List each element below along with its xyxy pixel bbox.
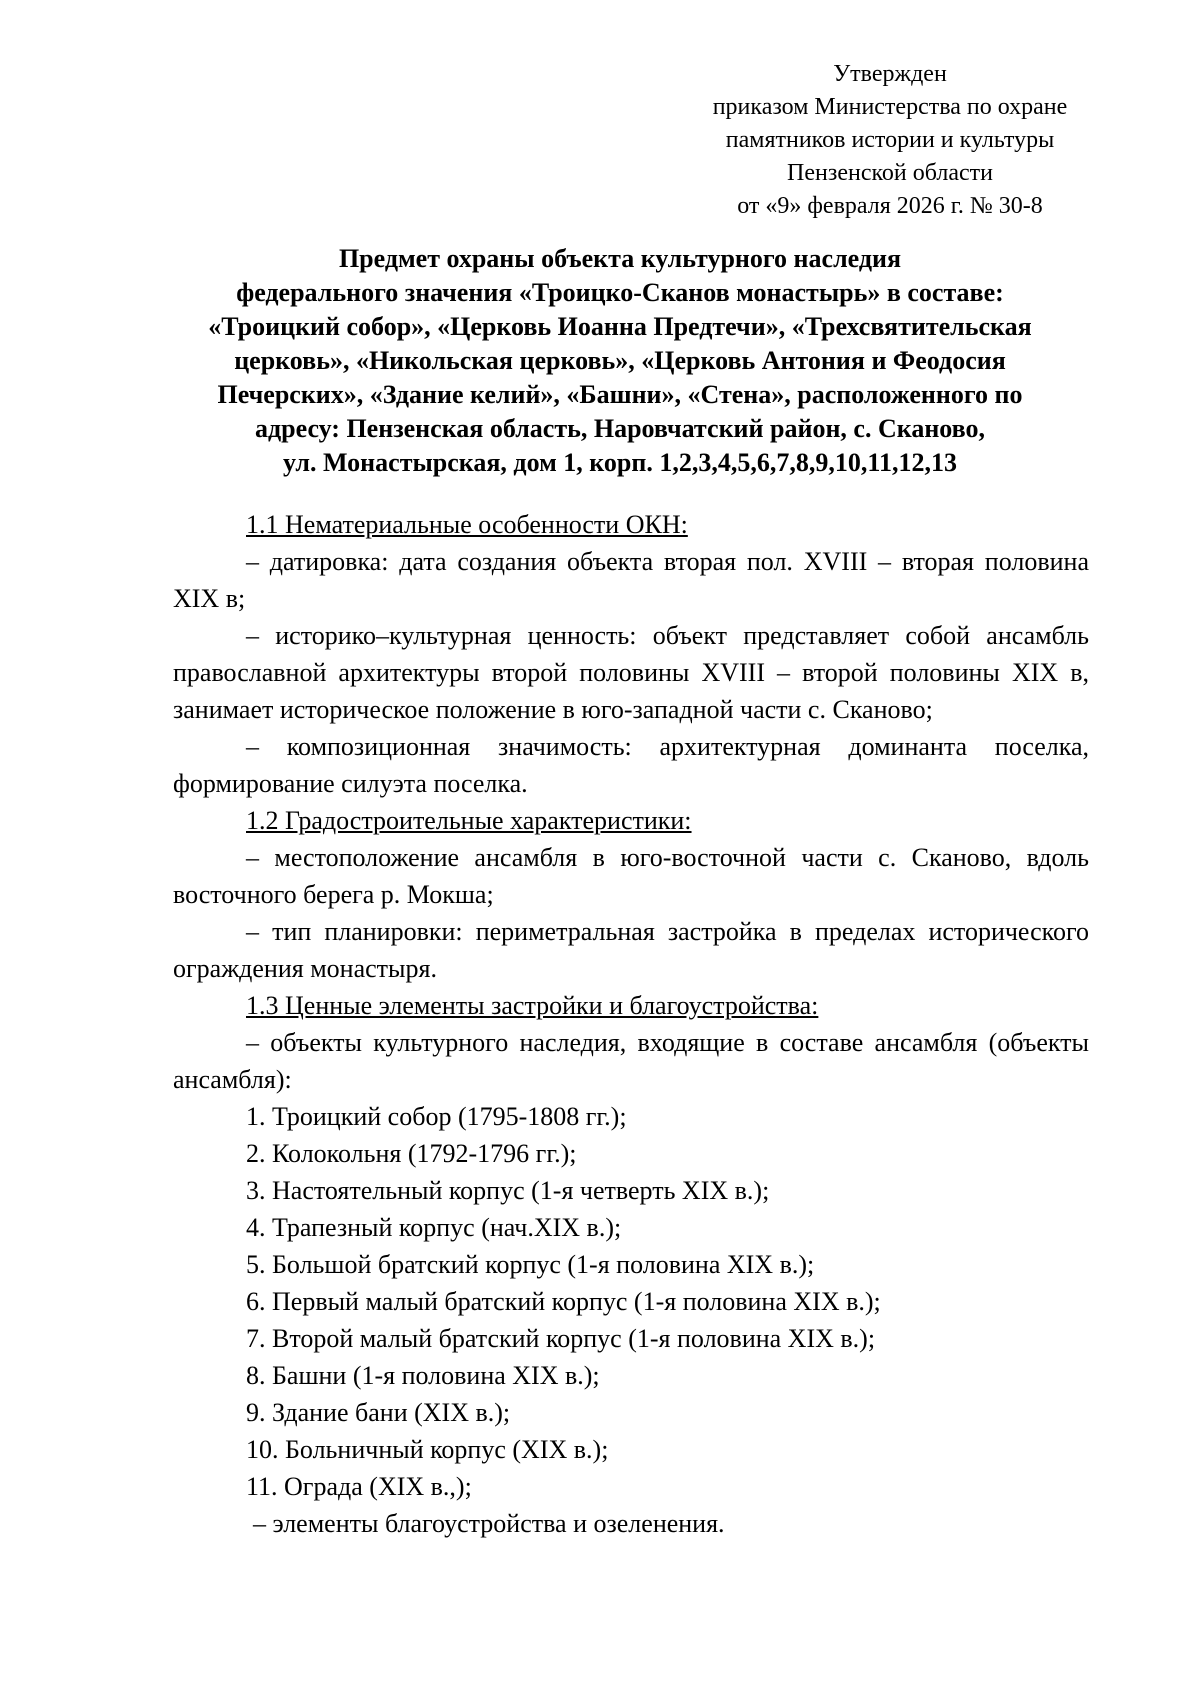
paragraph: – датировка: дата создания объекта вторая пол. XVIII – вторая половина XIX в; (173, 547, 1089, 613)
approval-line: памятников истории и культуры (725, 127, 1055, 153)
paragraph: – тип планировки: периметральная застройка в пределах исторического ограждения монастыря. (173, 917, 1089, 983)
title-line: ул. Монастырская, дом 1, корп. 1,2,3,4,5,6,7,8,9,10,11,12,13 (283, 448, 957, 477)
title-line: церковь», «Никольская церковь», «Церковь Антония и Феодосия (234, 346, 1006, 375)
document-body (173, 506, 1089, 1542)
approval-stamp (690, 58, 1090, 223)
paragraph: – объекты культурного наследия, входящие в составе ансамбля (объекты ансамбля): (173, 1028, 1089, 1094)
list-item: 7. Второй малый братский корпус (1-я половина XIX в.); (246, 1324, 876, 1353)
list-item: 11. Ограда (XIX в.,); (246, 1472, 472, 1501)
paragraph: – местоположение ансамбля в юго-восточной части с. Сканово, вдоль восточного берега р. Мокша; (173, 843, 1089, 909)
approval-line: Пензенской области (787, 160, 993, 186)
list-item: 1. Троицкий собор (1795-1808 гг.); (246, 1102, 627, 1131)
list-item: 10. Больничный корпус (XIX в.); (246, 1435, 609, 1464)
approval-line: Утвержден (833, 61, 947, 87)
list-item: 9. Здание бани (XIX в.); (246, 1398, 511, 1427)
title-line: «Троицкий собор», «Церковь Иоанна Предтечи», «Трехсвятительская (208, 312, 1032, 341)
section-heading: 1.2 Градостроительные характеристики: (246, 806, 692, 835)
list-item: 3. Настоятельный корпус (1-я четверть XIX в.); (246, 1176, 770, 1205)
title-line: федерального значения «Троицко-Сканов монастырь» в составе: (236, 278, 1004, 307)
list-item: 2. Колокольня (1792-1796 гг.); (246, 1139, 577, 1168)
paragraph: – историко–культурная ценность: объект представляет собой ансамбль православной архитектуры второй половины XVIII – второй половины XIX в, занимает историческое положение в юго-западной части с. Сканово; (173, 621, 1089, 724)
document-title (150, 242, 1090, 480)
list-item: 5. Большой братский корпус (1-я половина XIX в.); (246, 1250, 815, 1279)
title-line: Печерских», «Здание келий», «Башни», «Стена», расположенного по (217, 380, 1023, 409)
title-line: адресу: Пензенская область, Наровчатский район, с. Сканово, (254, 414, 986, 443)
approval-line: приказом Министерства по охране (712, 94, 1068, 120)
list-item: 8. Башни (1-я половина XIX в.); (246, 1361, 600, 1390)
section-heading: 1.1 Нематериальные особенности ОКН: (246, 510, 688, 539)
section-heading: 1.3 Ценные элементы застройки и благоустройства: (246, 991, 819, 1020)
list-item: 4. Трапезный корпус (нач.XIX в.); (246, 1213, 622, 1242)
list-item: 6. Первый малый братский корпус (1-я половина XIX в.); (246, 1287, 881, 1316)
title-line: Предмет охраны объекта культурного наследия (338, 244, 902, 273)
approval-line: от «9» февраля 2026 г. № 30-8 (737, 193, 1043, 219)
list-item: – элементы благоустройства и озеленения. (253, 1509, 725, 1538)
paragraph: – композиционная значимость: архитектурная доминанта поселка, формирование силуэта поселка. (173, 732, 1089, 798)
